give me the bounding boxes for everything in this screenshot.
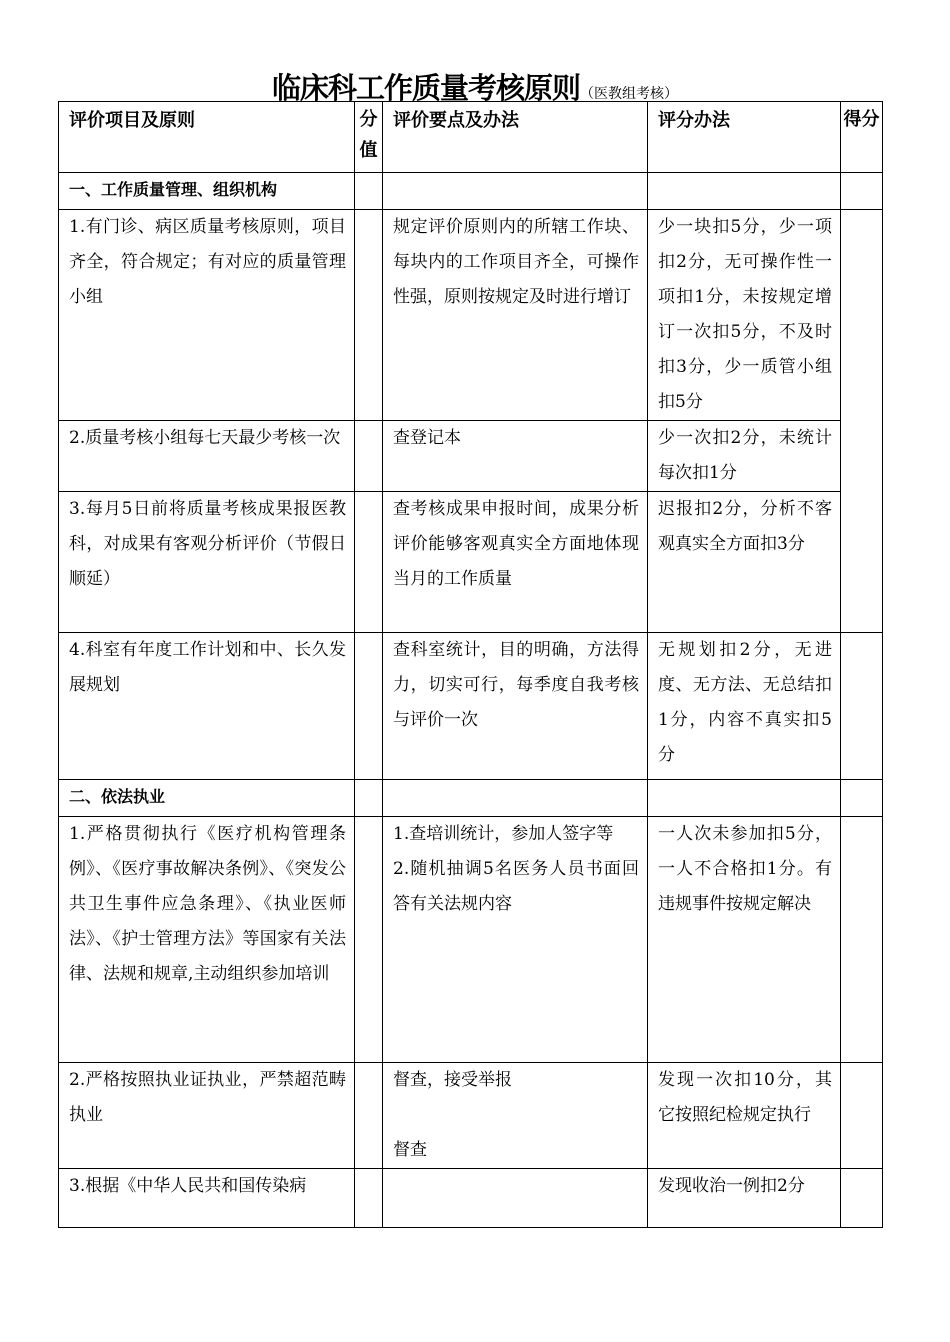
points-cell: 查考核成果申报时间，成果分析评价能够客观真实全方面地体现当月的工作质量 <box>383 492 648 633</box>
method-cell: 发现一次扣10分，其它按照纪检规定执行 <box>648 1063 841 1169</box>
points-cell: 查登记本 <box>383 421 648 492</box>
item-cell: 3.根据《中华人民共和国传染病 <box>59 1169 355 1228</box>
item-cell: 3.每月5日前将质量考核成果报医教科，对成果有客观分析评价（节假日顺延） <box>59 492 355 633</box>
got-cell <box>841 173 883 210</box>
got-cell <box>841 1169 883 1228</box>
table-row <box>59 1063 883 1169</box>
method-cell <box>648 173 841 210</box>
got-cell <box>841 817 883 1063</box>
document-title: 临床科工作质量考核原则 <box>271 71 580 105</box>
points-line <box>393 1098 639 1133</box>
section-row <box>59 780 883 817</box>
score-cell <box>355 173 383 210</box>
got-cell <box>841 210 883 633</box>
header-points: 评价要点及办法 <box>383 102 648 173</box>
got-cell <box>841 633 883 780</box>
score-cell <box>355 633 383 780</box>
points-line: 2.随机抽调5名医务人员书面回答有关法规内容 <box>393 859 639 914</box>
item-cell: 2.质量考核小组每七天最少考核一次 <box>59 421 355 492</box>
points-cell: 查科室统计，目的明确，方法得力，切实可行，每季度自我考核与评价一次 <box>383 633 648 780</box>
method-cell: 迟报扣2分，分析不客观真实全方面扣3分 <box>648 492 841 633</box>
header-row <box>59 102 883 173</box>
item-cell: 4.科室有年度工作计划和中、长久发展规划 <box>59 633 355 780</box>
table-row <box>59 1169 883 1228</box>
header-method: 评分办法 <box>648 102 841 173</box>
method-cell: 发现收治一例扣2分 <box>648 1169 841 1228</box>
document-subtitle: （医教组考核） <box>580 86 678 102</box>
got-cell <box>841 1063 883 1169</box>
score-cell <box>355 421 383 492</box>
points-cell <box>383 173 648 210</box>
header-score: 分值 <box>355 102 383 173</box>
points-line: 督查 <box>393 1140 427 1160</box>
score-cell <box>355 492 383 633</box>
item-cell: 1.严格贯彻执行《医疗机构管理条例》、《医疗事故解决条例》、《突发公共卫生事件应急条理》、《执业医师法》、《护士管理方法》等国家有关法律、法规和规章,主动组织参加培训 <box>59 817 355 1063</box>
points-cell <box>383 1063 648 1169</box>
table-row <box>59 210 883 421</box>
table-row <box>59 421 883 492</box>
section-title: 二、依法执业 <box>59 780 355 817</box>
table-row <box>59 817 883 1063</box>
header-item: 评价项目及原则 <box>59 102 355 173</box>
points-cell: 规定评价原则内的所辖工作块、每块内的工作项目齐全，可操作性强，原则按规定及时进行增订 <box>383 210 648 421</box>
method-cell: 少一块扣5分，少一项扣2分，无可操作性一项扣1分，未按规定增订一次扣5分，不及时扣3分，少一质管小组扣5分 <box>648 210 841 421</box>
table-row <box>59 633 883 780</box>
section-title: 一、工作质量管理、组织机构 <box>59 173 355 210</box>
assessment-table <box>58 101 883 1228</box>
points-cell <box>383 817 648 1063</box>
score-cell <box>355 1063 383 1169</box>
item-cell: 1.有门诊、病区质量考核原则，项目齐全，符合规定；有对应的质量管理小组 <box>59 210 355 421</box>
method-cell <box>648 780 841 817</box>
points-cell <box>383 780 648 817</box>
points-line: 1.查培训统计，参加人签字等 <box>393 824 614 844</box>
method-cell: 少一次扣2分，未统计每次扣1分 <box>648 421 841 492</box>
section-row <box>59 173 883 210</box>
score-cell <box>355 817 383 1063</box>
got-cell <box>841 780 883 817</box>
score-cell <box>355 780 383 817</box>
score-cell <box>355 210 383 421</box>
header-got: 得分 <box>841 102 883 173</box>
points-cell <box>383 1169 648 1228</box>
method-cell: 无规划扣2分，无进度、无方法、无总结扣1分，内容不真实扣5分 <box>648 633 841 780</box>
table-row <box>59 492 883 633</box>
method-cell: 一人次未参加扣5分，一人不合格扣1分。有违规事件按规定解决 <box>648 817 841 1063</box>
item-cell: 2.严格按照执业证执业，严禁超范畴执业 <box>59 1063 355 1169</box>
points-line: 督查，接受举报 <box>393 1070 512 1090</box>
score-cell <box>355 1169 383 1228</box>
